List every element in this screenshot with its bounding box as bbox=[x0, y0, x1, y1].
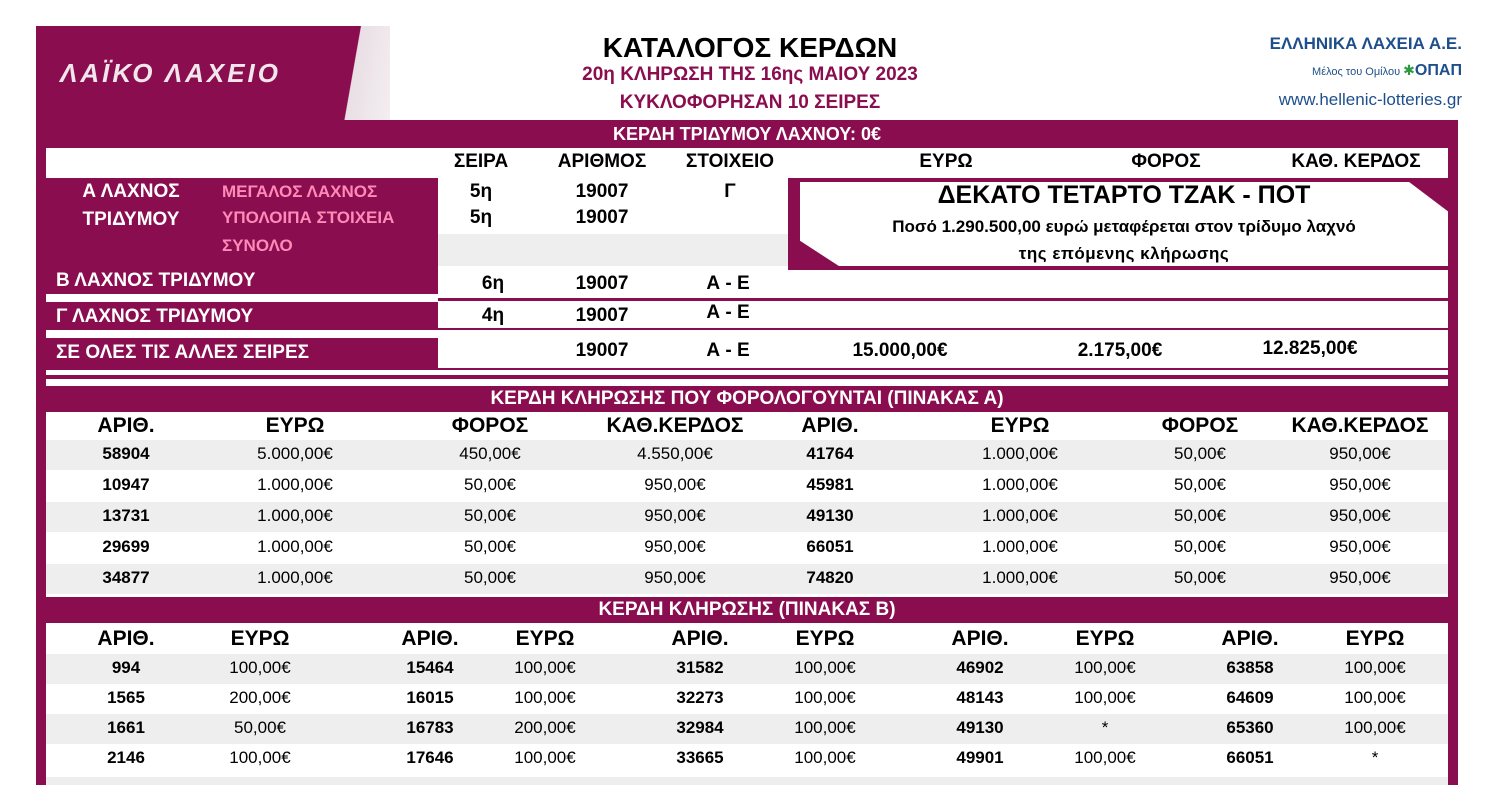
table-cell: 50,00€ bbox=[1174, 506, 1226, 525]
table-cell: 49130 bbox=[956, 718, 1004, 737]
page-title: ΚΑΤΑΛΟΓΟΣ ΚΕΡΔΩΝ bbox=[602, 32, 898, 63]
sub-label-total: ΣΥΝΟΛΟ bbox=[222, 236, 293, 255]
table-cell: 1.000,00€ bbox=[982, 506, 1058, 525]
all-row-number: 19007 bbox=[575, 340, 629, 361]
frame-right bbox=[1448, 120, 1458, 785]
table-b-header-cell: ΑΡΙΘ. bbox=[671, 627, 729, 650]
all-row-net: 12.825,00€ bbox=[1262, 338, 1358, 359]
table-cell: 1565 bbox=[107, 688, 145, 707]
sub-label-main: ΜΕΓΑΛΟΣ ΛΑΧΝΟΣ bbox=[222, 182, 378, 201]
table-cell: 15464 bbox=[406, 658, 454, 677]
table-cell: 1.000,00€ bbox=[982, 537, 1058, 556]
table-cell: 950,00€ bbox=[644, 506, 706, 525]
c-row-number: 19007 bbox=[575, 305, 629, 326]
table-cell: 65360 bbox=[1226, 718, 1274, 737]
table-cell: 46902 bbox=[956, 658, 1004, 677]
draw-subtitle: 20η ΚΛΗΡΩΣΗ ΤΗΣ 16ης ΜΑΙΟΥ 2023 bbox=[582, 64, 918, 85]
table-cell: 100,00€ bbox=[229, 748, 291, 767]
table-cell: 50,00€ bbox=[464, 537, 516, 556]
table-cell: 950,00€ bbox=[644, 475, 706, 494]
col-number: ΑΡΙΘΜΟΣ bbox=[557, 151, 647, 172]
jackpot-line-1: Ποσό 1.290.500,00 ευρώ μεταφέρεται στον τρίδυμο λαχνό bbox=[892, 217, 1356, 236]
table-cell: 950,00€ bbox=[1329, 506, 1391, 525]
table-a-header-cell: ΦΟΡΟΣ bbox=[451, 414, 529, 437]
table-a-header-cell: ΑΡΙΘ. bbox=[801, 414, 859, 437]
table-cell: 16783 bbox=[406, 718, 454, 737]
table-cell: 64609 bbox=[1226, 688, 1274, 707]
table-row bbox=[46, 714, 1448, 744]
table-cell: 950,00€ bbox=[1329, 537, 1391, 556]
table-cell: 4.550,00€ bbox=[637, 444, 713, 463]
table-cell: 950,00€ bbox=[644, 537, 706, 556]
table-cell: 100,00€ bbox=[1074, 748, 1136, 767]
member-of-text: Μέλος του Ομίλου bbox=[1312, 66, 1401, 78]
table-cell: 29699 bbox=[102, 537, 150, 556]
table-cell: 1.000,00€ bbox=[257, 475, 333, 494]
table-cell: 1.000,00€ bbox=[982, 444, 1058, 463]
opap-star-icon: ✱ bbox=[1403, 62, 1415, 78]
table-cell: 63858 bbox=[1226, 658, 1274, 677]
all-row-tax: 2.175,00€ bbox=[1077, 340, 1163, 361]
table-row bbox=[46, 440, 1448, 470]
table-cell: 2146 bbox=[107, 748, 145, 767]
table-cell: * bbox=[1101, 718, 1109, 737]
table-cell: 100,00€ bbox=[1074, 688, 1136, 707]
table-cell: 50,00€ bbox=[1174, 475, 1226, 494]
lottery-logo: ΛΑΪΚΟ ΛΑΧΕΙΟ bbox=[60, 58, 281, 88]
table-cell: 49130 bbox=[806, 506, 854, 525]
sub-number-main: 19007 bbox=[575, 181, 629, 202]
series-note: ΚΥΚΛΟΦΟΡΗΣΑΝ 10 ΣΕΙΡΕΣ bbox=[619, 92, 881, 113]
table-cell: 1.000,00€ bbox=[982, 475, 1058, 494]
table-cell: 50,00€ bbox=[464, 506, 516, 525]
table-cell: 50,00€ bbox=[234, 718, 286, 737]
table-cell: 34877 bbox=[102, 568, 150, 587]
table-cell: 41764 bbox=[806, 444, 854, 463]
col-series: ΣΕΙΡΑ bbox=[453, 151, 509, 172]
table-cell: 950,00€ bbox=[1329, 568, 1391, 587]
jackpot-title: ΔΕΚΑΤΟ ΤΕΤΑΡΤΟ ΤΖΑΚ - ΠΟΤ bbox=[937, 181, 1311, 209]
table-a-header-cell: ΚΑΘ.ΚΕΡΔΟΣ bbox=[1291, 414, 1429, 437]
sub-series-main: 5η bbox=[469, 181, 493, 202]
table-cell: 32273 bbox=[676, 688, 724, 707]
table-b-header-cell: ΑΡΙΘ. bbox=[97, 627, 155, 650]
table-row bbox=[46, 502, 1448, 532]
opap-logo: ΟΠΑΠ bbox=[1414, 62, 1462, 79]
table-a-banner: ΚΕΡΔΗ ΚΛΗΡΩΣΗΣ ΠΟΥ ΦΟΡΟΛΟΓΟΥΝΤΑΙ (ΠΙΝΑΚΑΣ Α) bbox=[36, 386, 1458, 412]
table-cell: 50,00€ bbox=[1174, 537, 1226, 556]
table-b-header-cell: ΑΡΙΘ. bbox=[1221, 627, 1279, 650]
b-row-label: Β ΛΑΧΝΟΣ ΤΡΙΔΥΜΟΥ bbox=[56, 270, 256, 291]
table-cell: 66051 bbox=[1226, 748, 1274, 767]
company-name: ΕΛΛΗΝΙΚΑ ΛΑΧΕΙΑ Α.Ε. bbox=[1269, 34, 1462, 53]
table-cell: 950,00€ bbox=[644, 568, 706, 587]
table-cell: 16015 bbox=[406, 688, 454, 707]
sub-label-rest: ΥΠΟΛΟΙΠΑ ΣΤΟΙΧΕΙΑ bbox=[222, 208, 395, 227]
table-a-header-cell: ΕΥΡΩ bbox=[265, 414, 325, 437]
jackpot-line-2: της επόμενης κλήρωσης bbox=[1018, 244, 1230, 263]
table-cell: 32984 bbox=[676, 718, 724, 737]
table-a-header-cell: ΕΥΡΩ bbox=[990, 414, 1050, 437]
table-a-header-cell: ΦΟΡΟΣ bbox=[1161, 414, 1239, 437]
all-row-element: Α - Ε bbox=[706, 340, 750, 361]
table-cell: 45981 bbox=[806, 475, 854, 494]
c-row-series: 4η bbox=[481, 305, 505, 326]
table-cell: 74820 bbox=[806, 568, 854, 587]
col-tax: ΦΟΡΟΣ bbox=[1131, 151, 1201, 172]
table-b-partial-row bbox=[46, 777, 1448, 785]
table-row bbox=[46, 564, 1448, 594]
table-row bbox=[46, 744, 1448, 774]
b-row-line bbox=[438, 298, 1448, 301]
table-b-header-cell: ΕΥΡΩ bbox=[1345, 627, 1405, 650]
table-row bbox=[46, 471, 1448, 501]
table-b-header-cell: ΕΥΡΩ bbox=[515, 627, 575, 650]
table-cell: 50,00€ bbox=[1174, 444, 1226, 463]
c-row-line bbox=[438, 328, 1448, 330]
table-cell: 48143 bbox=[956, 688, 1004, 707]
table-cell: 17646 bbox=[406, 748, 454, 767]
table-b-header-row bbox=[46, 625, 1448, 651]
table-b-header-cell: ΕΥΡΩ bbox=[230, 627, 290, 650]
table-cell: 100,00€ bbox=[1344, 718, 1406, 737]
separator-1 bbox=[46, 368, 1448, 370]
table-cell: 49901 bbox=[956, 748, 1004, 767]
table-cell: 950,00€ bbox=[1329, 444, 1391, 463]
table-b-header-cell: ΕΥΡΩ bbox=[1075, 627, 1135, 650]
table-row bbox=[46, 684, 1448, 714]
c-row-element: Α - Ε bbox=[706, 302, 750, 323]
table-cell: 1661 bbox=[107, 718, 145, 737]
website: www.hellenic-lotteries.gr bbox=[1278, 90, 1462, 109]
table-cell: 50,00€ bbox=[1174, 568, 1226, 587]
table-cell: 950,00€ bbox=[1329, 475, 1391, 494]
a-label-2: ΤΡΙΔΥΜΟΥ bbox=[82, 209, 180, 230]
sub-series-rest: 5η bbox=[469, 207, 493, 228]
table-cell: 1.000,00€ bbox=[257, 537, 333, 556]
col-element: ΣΤΟΙΧΕΙΟ bbox=[685, 151, 775, 172]
table-a-header-cell: ΑΡΙΘ. bbox=[97, 414, 155, 437]
table-cell: 100,00€ bbox=[514, 688, 576, 707]
table-cell: 450,00€ bbox=[459, 444, 521, 463]
table-cell: 1.000,00€ bbox=[982, 568, 1058, 587]
table-cell: 100,00€ bbox=[1344, 658, 1406, 677]
table-cell: 100,00€ bbox=[794, 688, 856, 707]
table-cell: 100,00€ bbox=[1344, 688, 1406, 707]
table-cell: 50,00€ bbox=[464, 568, 516, 587]
table-cell: 58904 bbox=[102, 444, 150, 463]
table-cell: 13731 bbox=[102, 506, 150, 525]
table-b-header-cell: ΑΡΙΘ. bbox=[401, 627, 459, 650]
logo-slant bbox=[330, 26, 390, 120]
col-euro: ΕΥΡΩ bbox=[919, 151, 973, 172]
table-cell: 10947 bbox=[102, 475, 150, 494]
table-cell: 1.000,00€ bbox=[257, 506, 333, 525]
table-cell: 994 bbox=[111, 658, 141, 677]
triple-header-row bbox=[46, 148, 1448, 178]
member-line bbox=[1312, 62, 1462, 80]
table-b-header-cell: ΕΥΡΩ bbox=[795, 627, 855, 650]
b-row-series: 6η bbox=[481, 273, 505, 294]
table-a-header-cell: ΚΑΘ.ΚΕΡΔΟΣ bbox=[606, 414, 744, 437]
triple-banner: ΚΕΡΔΗ ΤΡΙΔΥΜΟΥ ΛΑΧΝΟΥ: 0€ bbox=[36, 120, 1458, 148]
b-row-number: 19007 bbox=[575, 273, 629, 294]
sub-number-rest: 19007 bbox=[575, 207, 629, 228]
table-b-banner: ΚΕΡΔΗ ΚΛΗΡΩΣΗΣ (ΠΙΝΑΚΑΣ Β) bbox=[36, 597, 1458, 623]
separator-2 bbox=[46, 375, 1448, 379]
frame-left bbox=[36, 120, 46, 785]
a-label-1: Α ΛΑΧΝΟΣ bbox=[82, 181, 180, 202]
table-cell: 33665 bbox=[676, 748, 724, 767]
all-row-label: ΣΕ ΟΛΕΣ ΤΙΣ ΑΛΛΕΣ ΣΕΙΡΕΣ bbox=[56, 342, 310, 363]
table-cell: 50,00€ bbox=[464, 475, 516, 494]
all-row-euro: 15.000,00€ bbox=[852, 340, 948, 361]
col-net: ΚΑΘ. ΚΕΡΔΟΣ bbox=[1291, 151, 1421, 172]
table-cell: 100,00€ bbox=[514, 658, 576, 677]
table-cell: 100,00€ bbox=[794, 748, 856, 767]
table-cell: 200,00€ bbox=[514, 718, 576, 737]
table-cell: 100,00€ bbox=[794, 658, 856, 677]
table-a-header-row bbox=[46, 414, 1448, 440]
table-b-header-cell: ΑΡΙΘ. bbox=[951, 627, 1009, 650]
b-row-element: Α - Ε bbox=[706, 273, 750, 294]
table-cell: 100,00€ bbox=[229, 658, 291, 677]
table-cell: 31582 bbox=[676, 658, 724, 677]
sub-element-main: Γ bbox=[724, 181, 736, 202]
table-row bbox=[46, 533, 1448, 563]
table-cell: 200,00€ bbox=[229, 688, 291, 707]
table-row bbox=[46, 654, 1448, 684]
table-cell: 100,00€ bbox=[1074, 658, 1136, 677]
a-sub-grey bbox=[438, 234, 788, 266]
table-cell: 100,00€ bbox=[514, 748, 576, 767]
c-row-label: Γ ΛΑΧΝΟΣ ΤΡΙΔΥΜΟΥ bbox=[56, 306, 254, 327]
table-cell: 66051 bbox=[806, 537, 854, 556]
table-cell: 5.000,00€ bbox=[257, 444, 333, 463]
table-cell: 100,00€ bbox=[794, 718, 856, 737]
table-cell: * bbox=[1371, 748, 1379, 767]
table-cell: 1.000,00€ bbox=[257, 568, 333, 587]
